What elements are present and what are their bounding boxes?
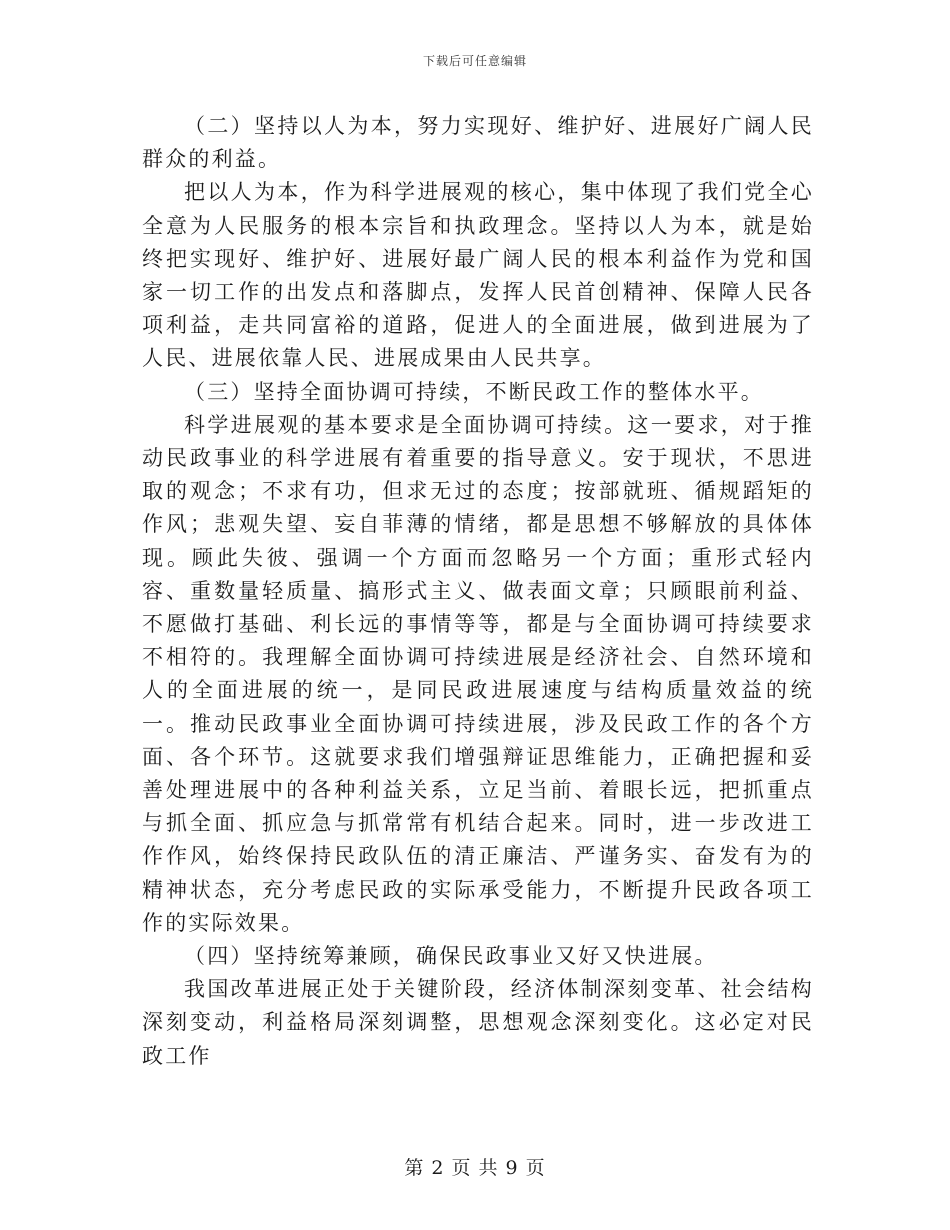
section-heading-4: （四）坚持统筹兼顾，确保民政事业又好又快进展。 — [184, 944, 718, 969]
body-paragraph: 把以人为本，作为科学进展观的核心，集中体现了我们党全心全意为人民服务的根本宗旨和执政理念。坚持以人为本，就是始终把实现好、维护好、进展好最广阔人民的根本利益作为党和国家一切工作的出发点和落脚点，发挥人民首创精神、保障人民各项利益，走共同富裕的道路，促进人的全面进展，做到进展为了人民、进展依靠人民、进展成果由人民共享。 — [142, 180, 814, 371]
section-heading-2: （二）坚持以人为本，努力实现好、维护好、进展好广阔人民群众的利益。 — [142, 114, 814, 172]
document-body — [142, 110, 814, 1073]
section-heading-3: （三）坚持全面协调可持续，不断民政工作的整体水平。 — [184, 379, 764, 404]
body-paragraph: 我国改革进展正处于关键阶段，经济体制深刻变革、社会结构深刻变动，利益格局深刻调整，思想观念深刻变化。这必定对民政工作 — [142, 977, 814, 1068]
page-header: 下载后可任意编辑 — [422, 54, 527, 68]
body-paragraph: 科学进展观的基本要求是全面协调可持续。这一要求，对于推动民政事业的科学进展有着重要的指导意义。安于现状，不思进取的观念；不求有功，但求无过的态度；按部就班、循规蹈矩的作风；悲观失望、妄自菲薄的情绪，都是思想不够解放的具体体现。顾此失彼、强调一个方面而忽略另一个方面；重形式轻内容、重数量轻质量、搞形式主义、做表面文章；只顾眼前利益、不愿做打基础、利长远的事情等等，都是与全面协调可持续要求不相符的。我理解全面协调可持续进展是经济社会、自然环境和人的全面进展的统一，是同民政进展速度与结构质量效益的统一。推动民政事业全面协调可持续进展，涉及民政工作的各个方面、各个环节。这就要求我们增强辩证思维能力，正确把握和妥善处理进展中的各种利益关系，立足当前、着眼长远，把抓重点与抓全面、抓应急与抓常常有机结合起来。同时，进一步改进工作作风，始终保持民政队伍的清正廉洁、严谨务实、奋发有为的精神状态，充分考虑民政的实际承受能力，不断提升民政各项工作的实际效果。 — [142, 412, 814, 935]
page-number-footer: 第 2 页 共 9 页 — [404, 1157, 546, 1179]
